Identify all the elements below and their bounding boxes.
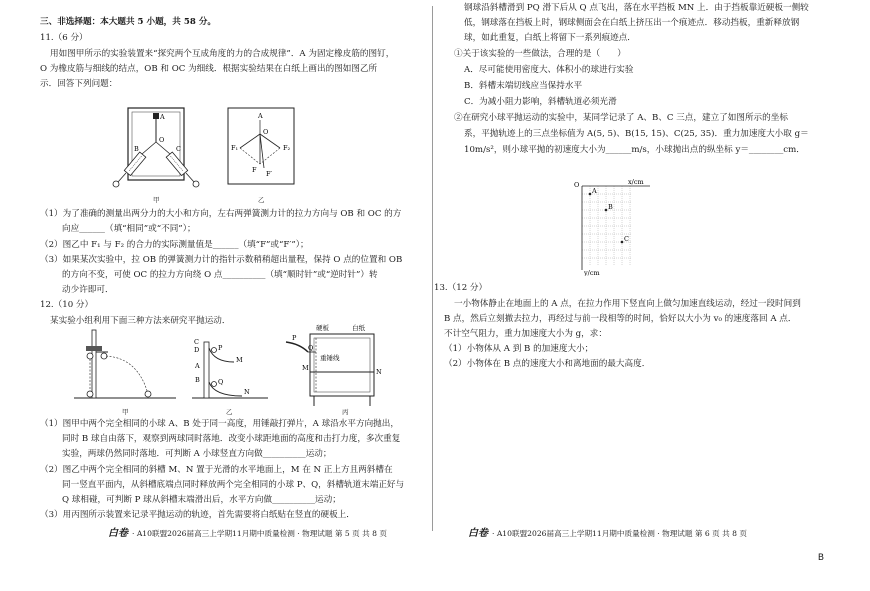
label-n: N — [244, 388, 250, 396]
q12-part1-line: 同时 B 球自由落下，观察到两球同时落地．改变小球距地面的高度和击打力度，多次重复 — [62, 434, 401, 444]
figure-2-yi-caption: 乙 — [226, 408, 233, 416]
label-m: M — [302, 364, 309, 372]
q11-stem-line: O 为橡皮筋与细线的结点，OB 和 OC 为细线．根据实验结果在白纸上画出的图如图乙所 — [40, 64, 378, 74]
footer-text: · A10联盟2026届高三上学期11月期中质量检测 · 物理试题 第 5 页 共 8 页 — [132, 529, 388, 538]
q13-stem-line: B 点，然后立刻撤去拉力，再经过与前一段相等的时间，恰好以大小为 v₀ 的速度落回 A 点． — [444, 314, 797, 324]
label-hard-board: 硬板 — [316, 324, 329, 332]
brand-logo: 白卷 — [108, 528, 128, 539]
double-ramp-diagram — [190, 328, 270, 414]
q12-part3: （3）用丙图所示装置来记录平抛运动的轨迹，首先需要将白纸贴在竖直的硬板上． — [40, 510, 355, 520]
trajectory-grid — [568, 176, 654, 276]
q13-part1: （1）小物体从 A 到 B 的加速度大小； — [444, 344, 594, 354]
label-plumb-line: 重锤线 — [320, 354, 340, 362]
right-footer — [468, 527, 747, 541]
force-parallelogram-diagram — [226, 106, 298, 198]
spring-scale-board-diagram — [102, 106, 212, 198]
q11-part2: （2）图乙中 F₁ 与 F₂ 的合力的实际测量值是______（填“F”或“F′”）； — [40, 240, 309, 250]
figure-2-jia-caption: 甲 — [122, 408, 129, 416]
q13-stem-line: 不计空气阻力，重力加速度大小为 g，求： — [444, 329, 607, 339]
label-q: Q — [218, 378, 224, 386]
label-f-prime: F′ — [266, 170, 272, 178]
q12-part2-line: 同一竖直平面内，从斜槽底端点同时释放两个完全相同的小球 P、Q，斜槽轨道末端正好与 — [62, 480, 405, 490]
page-divider — [432, 6, 433, 531]
figure-2-jia — [72, 328, 178, 414]
figure-yi-caption: 乙 — [258, 196, 265, 204]
q12-sub2-line: ②在研究小球平抛运动的实验中，某同学记录了 A、B、C 三点，建立了如图所示的坐标 — [454, 113, 788, 123]
figure-yi — [226, 106, 298, 204]
q12-sub2-line: 10m/s²，则小球平抛的初速度大小为______m/s，小球抛出点的纵坐标 y＝________cm． — [464, 145, 805, 155]
label-p: P — [292, 334, 297, 342]
right-page — [434, 0, 830, 591]
q12-stem: 某实验小组利用下面三种方法来研究平抛运动． — [50, 316, 231, 326]
q13-stem-line: 一小物体静止在地面上的 A 点，在拉力作用下竖直向上做匀加速直线运动，经过一段时间到 — [454, 299, 801, 309]
continued-line: 球，如此重复，白纸上将留下一系列痕迹点． — [464, 33, 636, 43]
option-b: B．斜槽末端切线应当保持水平 — [464, 81, 583, 91]
label-o: O — [263, 128, 269, 136]
continued-line: 低，钢球落在挡板上时，钢球侧面会在白纸上挤压出一个痕迹点．移动挡板，重新释放钢 — [464, 18, 800, 28]
option-a: A．尽可能使用密度大、体积小的球进行实验 — [464, 65, 634, 75]
label-n: N — [376, 368, 382, 376]
option-c: C．为减小阻力影响，斜槽轨道必须光滑 — [464, 97, 617, 107]
label-c: C — [176, 145, 181, 153]
left-footer — [108, 527, 387, 541]
q11-part1-line: 向应______（填“相同”或“不同”）； — [62, 224, 196, 234]
point-c-label: C — [624, 235, 629, 243]
x-axis-label: x/cm — [628, 178, 644, 186]
label-f2: F₂ — [283, 144, 291, 152]
label-p: P — [218, 344, 223, 352]
figure-2-bing — [280, 322, 410, 414]
continued-line: 钢球沿斜槽滑到 PQ 滑下后从 Q 点飞出，落在水平挡板 MN 上．由于挡板靠近硬板一侧较 — [464, 3, 809, 13]
q11-stem-line: 用如图甲所示的实验装置来“探究两个互成角度的力的合成规律”．A 为固定橡皮筋的图钉， — [50, 49, 395, 59]
label-a: A — [258, 112, 263, 120]
label-b: B — [195, 376, 200, 384]
q11-part3-line: 的方向不变，可使 OC 的拉力方向绕 O 点__________（填“顺时针”或“逆时针”）转 — [62, 270, 378, 280]
q11-number: 11.（6 分） — [40, 33, 88, 43]
label-a: A — [160, 113, 165, 121]
footer-text: · A10联盟2026届高三上学期11月期中质量检测 · 物理试题 第 6 页 共 8 页 — [492, 529, 748, 538]
q12-part2-line: Q 球相碰，可判断 P 球从斜槽末端滑出后，水平方向做__________运动； — [62, 495, 341, 505]
left-page — [40, 0, 418, 591]
point-a-label: A — [592, 187, 597, 195]
label-f1: F₁ — [231, 144, 239, 152]
q13-number: 13.（12 分） — [434, 283, 488, 293]
q11-part3-line: 动少许即可． — [62, 285, 114, 295]
label-c: C — [194, 338, 199, 346]
figure-jia — [102, 106, 212, 204]
q12-sub1: ①关于该实验的一些做法，合理的是（ ） — [454, 49, 626, 59]
q12-number: 12.（10 分） — [40, 300, 94, 310]
corner-mark: B — [817, 553, 824, 563]
figure-2-bing-caption: 丙 — [342, 408, 349, 416]
label-d: D — [194, 346, 200, 354]
hammer-ball-diagram — [72, 328, 178, 414]
brand-logo: 白卷 — [468, 528, 488, 539]
figure-jia-caption: 甲 — [153, 196, 160, 204]
q13-part2: （2）小物体在 B 点的速度大小和离地面的最大高度． — [444, 359, 651, 369]
grid-origin-label: O — [574, 181, 580, 189]
q12-part1-line: （1）图甲中两个完全相同的小球 A、B 处于同一高度，用锤敲打弹片，A 球沿水平方向抛出， — [40, 419, 399, 429]
label-q: Q — [308, 344, 314, 352]
label-a: A — [195, 362, 200, 370]
point-b-label: B — [608, 203, 613, 211]
trajectory-grid-figure — [568, 176, 654, 276]
q12-sub2-line: 系，平抛轨迹上的三点坐标值为 A(5, 5)、B(15, 15)、C(25, 35)．重力加速度大小取 g＝ — [464, 129, 809, 139]
label-f: F — [252, 166, 257, 174]
vertical-board-diagram — [280, 322, 410, 414]
label-b: B — [134, 145, 139, 153]
section-header: 三、非选择题：本大题共 5 小题，共 58 分。 — [40, 17, 217, 27]
y-axis-label: y/cm — [584, 269, 600, 276]
q12-part2-line: （2）图乙中两个完全相同的斜槽 M、N 置于光滑的水平地面上，M 在 N 正上方且两斜槽在 — [40, 465, 393, 475]
label-m: M — [236, 356, 243, 364]
q12-part1-line: 实验，两球仍然同时落地．可判断 A 小球竖直方向做__________运动； — [62, 449, 332, 459]
figure-2-yi — [190, 328, 270, 414]
label-o: O — [159, 136, 165, 144]
q11-part1-line: （1）为了准确的测量出两分力的大小和方向，左右两弹簧测力计的拉力方向与 OB 和 OC 的方 — [40, 209, 402, 219]
q11-part3-line: （3）如果某次实验中，拉 OB 的弹簧测力计的指针示数稍稍超出量程，保持 O 点的位置和 OB — [40, 255, 403, 265]
q11-stem-line: 示．回答下列问题： — [40, 79, 118, 89]
label-white-paper: 白纸 — [352, 324, 365, 332]
